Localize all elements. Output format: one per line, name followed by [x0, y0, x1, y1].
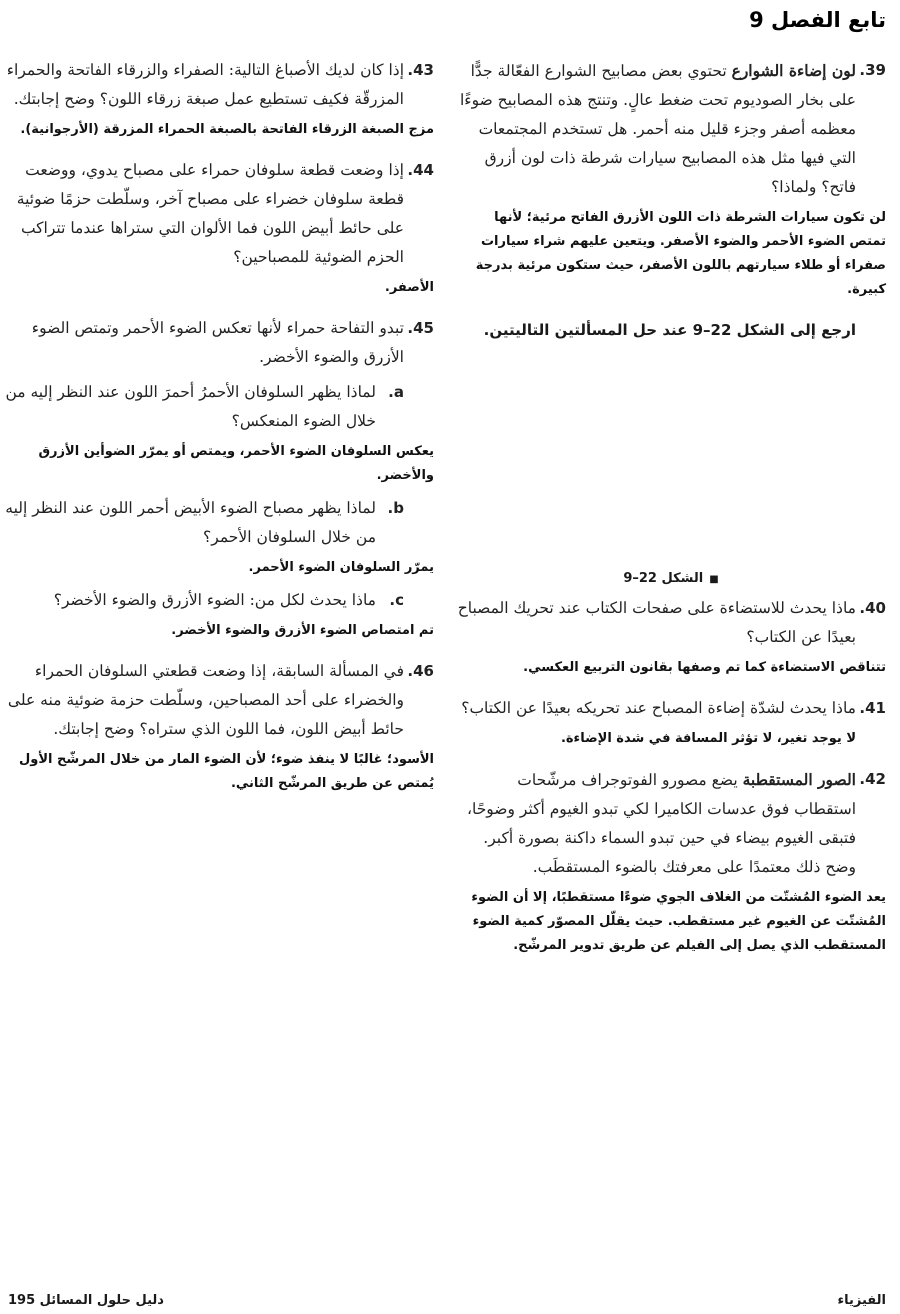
problem-41 [456, 694, 886, 751]
problem-text: تبدو التفاحة حمراء لأنها تعكس الضوء الأحمر وتمتص الضوء الأزرق والضوء الأخضر. [31, 319, 404, 366]
footer-guide-title: دليل حلول المسائل [39, 1293, 164, 1308]
square-bullet-icon: ■ [709, 574, 719, 585]
part-letter: a. [388, 383, 404, 401]
problem-number: 39. [859, 61, 886, 79]
problem-44-question [4, 156, 434, 272]
problem-41-question [456, 694, 886, 723]
problem-43 [4, 56, 434, 142]
problem-42-question [456, 765, 886, 882]
part-a-question [4, 378, 434, 436]
figure-22-9 [456, 344, 886, 594]
problem-term: لون إضاءة الشوارع [731, 61, 856, 80]
problem-45 [4, 314, 434, 643]
problem-text: إذا وضعت قطعة سلوفان حمراء على مصباح يدوي، ووضعت قطعة سلوفان خضراء على مصباح آخر، وسلّطت حزمًا ضوئية على حائط أبيض اللون فما الألوان التي ستراها عندما تتراكب الحزم الضوئية للمصباحين؟ [16, 161, 404, 266]
problem-43-question [4, 56, 434, 114]
problem-40-answer: تتناقص الاستضاءة كما تم وصفها بقانون التربيع العكسي. [523, 660, 886, 675]
problem-number: 40. [859, 599, 886, 617]
part-letter: c. [389, 591, 404, 609]
problem-text: ماذا يحدث لشدّة إضاءة المصباح عند تحريكه بعيدًا عن الكتاب؟ [461, 699, 856, 717]
problem-46-question [4, 657, 434, 744]
problem-46 [4, 657, 434, 796]
problem-42-answer: يعد الضوء المُشتّت من الغلاف الجوي ضوءًا مستقطبًا، إلا أن الضوء المُشتّت عن الغيوم غير مستقطب. حيث يقلّل المصوّر كمية الضوء المستقطب الذي يصل إلى الفيلم عن طريق تدوير المرشّح. [471, 890, 886, 953]
problem-44-answer: الأصفر. [384, 280, 434, 295]
footer-subject: الفيزياء [837, 1293, 886, 1308]
problem-39-question [456, 56, 886, 202]
problem-45-part-b [4, 494, 434, 580]
footer-page-info [8, 1293, 164, 1308]
problem-term: الصور المستقطبة [742, 770, 856, 789]
problem-number: 43. [407, 61, 434, 79]
problem-40 [456, 594, 886, 680]
problem-number: 45. [407, 319, 434, 337]
problem-text: في المسألة السابقة، إذا وضعت قطعتي السلوفان الحمراء والخضراء على أحد المصباحين، وسلّطت حزمة ضوئية منه على حائط أبيض اللون، فما اللون الذي ستراه؟ وضح إجابتك. [7, 662, 404, 738]
problem-42 [456, 765, 886, 958]
problem-number: 46. [407, 662, 434, 680]
problem-46-answer: الأسود؛ غالبًا لا ينفذ ضوء؛ لأن الضوء المار من خلال المرشّح الأول يُمتص عن طريق المرشّح الثاني. [18, 752, 434, 791]
problem-number: 41. [859, 699, 886, 717]
page-number: 195 [8, 1293, 36, 1308]
problem-40-question [456, 594, 886, 652]
figure-caption [456, 571, 886, 586]
problem-39 [456, 56, 886, 302]
problem-39-answer: لن تكون سيارات الشرطة ذات اللون الأزرق الفاتح مرئية؛ لأنها تمتص الضوء الأحمر والضوء الأصفر. ويتعين عليهم شراء سيارات صفراء أو طلاء سيارتهم باللون الأصفر، حيث ستكون مرئية بدرجة كبيرة. [475, 210, 886, 297]
part-c-answer: تم امتصاص الضوء الأزرق والضوء الأخضر. [171, 623, 434, 638]
page-header: تابع الفصل 9 [749, 8, 886, 32]
part-text: ماذا يحدث لكل من: الضوء الأزرق والضوء الأخضر؟ [53, 591, 376, 609]
problem-number: 44. [407, 161, 434, 179]
problem-45-question [4, 314, 434, 372]
problem-number: 42. [859, 770, 886, 788]
problem-text: يضع مصورو الفوتوجراف مرشّحات استقطاب فوق عدسات الكاميرا لكي تبدو الغيوم أكثر وضوحًا، فتبقى الغيوم بيضاء في حين تبدو السماء داكنة بصورة أكبر. وضح ذلك معتمدًا على معرفتك بالضوء المستقطَب. [466, 771, 856, 876]
problem-text: تحتوي بعض مصابيح الشوارع الفعّالة جدًّا على بخار الصوديوم تحت ضغط عالٍ. وتنتج هذه المصابيح ضوءًا معظمه أصفر وجزء قليل منه أحمر. هل تستخدم المجتمعات التي فيها مثل هذه المصابيح سيارات شرطة ذات لون أزرق فاتح؟ ولماذا؟ [459, 62, 856, 196]
figure-caption-text: الشكل 22–9 [623, 571, 704, 586]
figure-reference: ارجع إلى الشكل 22–9 عند حل المسألتين التاليتين. [483, 321, 856, 339]
problem-45-part-c [4, 586, 434, 643]
problem-43-answer: مزج الصبغة الزرقاء الفاتحة بالصبغة الحمراء المزرقة (الأرجوانية). [20, 122, 434, 137]
part-b-answer: يمرّر السلوفان الضوء الأحمر. [248, 560, 434, 575]
part-letter: b. [387, 499, 404, 517]
left-column [4, 56, 434, 810]
part-text: لماذا يظهر مصباح الضوء الأبيض أحمر اللون عند النظر إليه من خلال السلوفان الأحمر؟ [5, 499, 376, 546]
part-a-answer: يعكس السلوفان الضوء الأحمر، ويمتص أو يمرّر الضوأين الأزرق والأخضر. [38, 444, 434, 483]
part-b-question [4, 494, 434, 552]
part-text: لماذا يظهر السلوفان الأحمرُ أحمرَ اللون عند النظر إليه من خلال الضوء المنعكس؟ [5, 383, 376, 430]
problem-41-answer: لا يوجد تغير، لا تؤثر المسافة في شدة الإضاءة. [560, 731, 856, 746]
problem-44 [4, 156, 434, 300]
problem-45-part-a [4, 378, 434, 488]
problem-text: ماذا يحدث للاستضاءة على صفحات الكتاب عند تحريك المصباح بعيدًا عن الكتاب؟ [457, 599, 856, 646]
problem-text: إذا كان لديك الأصباغ التالية: الصفراء والزرقاء الفاتحة والحمراء المزرقّة فكيف تستطيع عمل صبغة زرقاء اللون؟ وضح إجابتك. [6, 61, 404, 108]
part-c-question [4, 586, 434, 615]
right-column [456, 56, 886, 972]
